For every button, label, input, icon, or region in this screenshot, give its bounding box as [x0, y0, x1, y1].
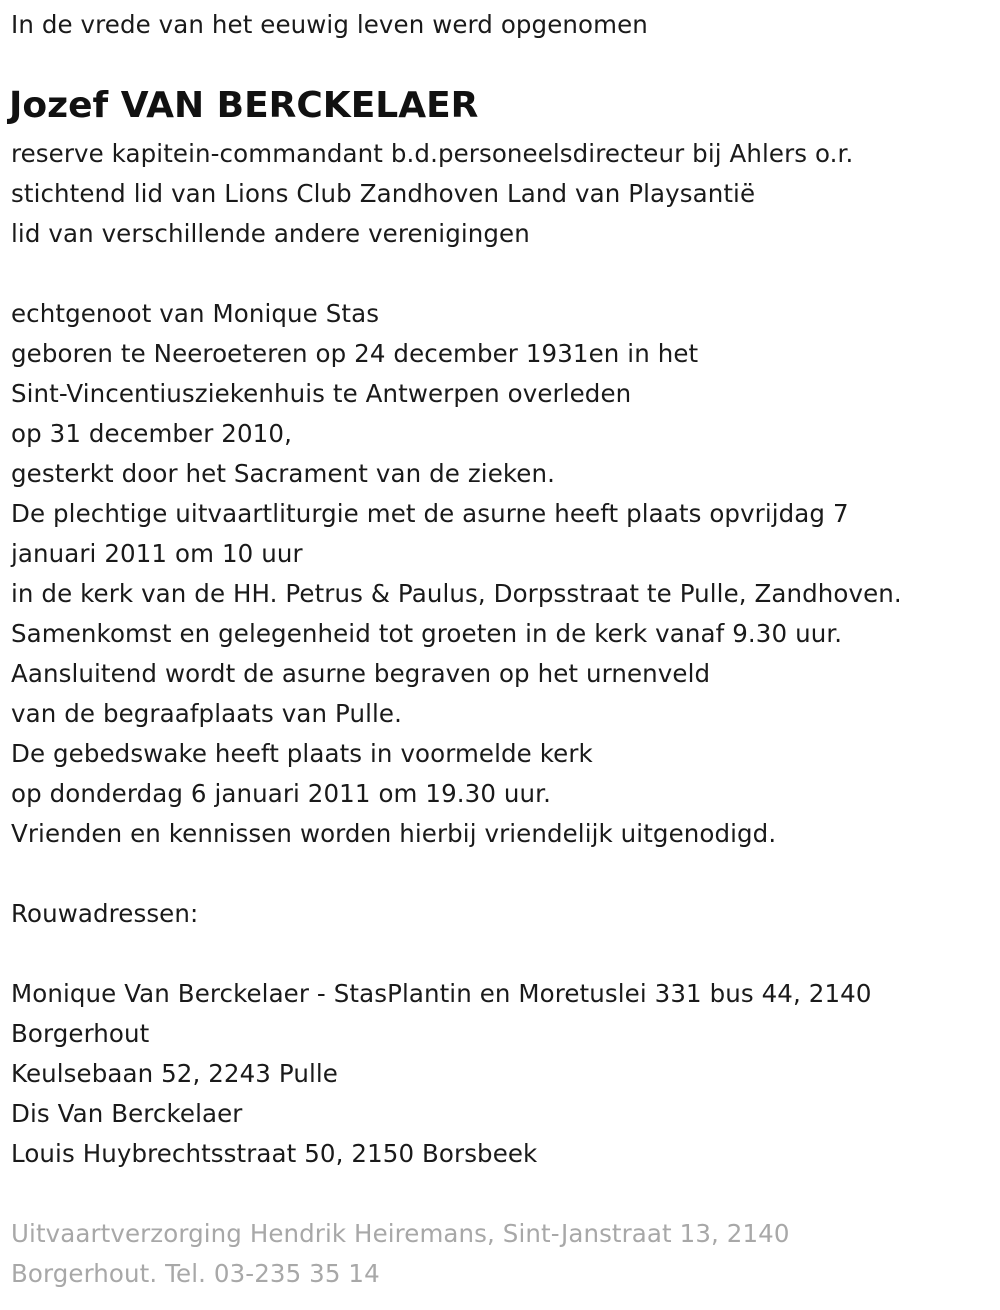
body-line: januari 2011 om 10 uur [11, 539, 303, 568]
body-line: op donderdag 6 januari 2011 om 19.30 uur. [11, 779, 551, 808]
addresses-heading-block [11, 894, 198, 934]
title-line: reserve kapitein-commandant b.d.personeelsdirecteur bij Ahlers o.r. [11, 139, 854, 168]
body-block [11, 294, 902, 854]
address-line: Keulsebaan 52, 2243 Pulle [11, 1059, 338, 1088]
address-line: Louis Huybrechtsstraat 50, 2150 Borsbeek [11, 1139, 538, 1168]
deceased-name: Jozef VAN BERCKELAER [9, 85, 479, 126]
addresses-block [11, 974, 872, 1174]
body-line: in de kerk van de HH. Petrus & Paulus, Dorpsstraat te Pulle, Zandhoven. [11, 579, 902, 608]
body-line: geboren te Neeroeteren op 24 december 1931en in het [11, 339, 699, 368]
funeral-director-footer [11, 1214, 790, 1294]
address-line: Borgerhout [11, 1019, 150, 1048]
body-line: Vrienden en kennissen worden hierbij vriendelijk uitgenodigd. [11, 819, 777, 848]
body-line: Aansluitend wordt de asurne begraven op het urnenveld [11, 659, 711, 688]
intro-text: In de vrede van het eeuwig leven werd opgenomen [11, 10, 648, 39]
footer-line: Borgerhout. Tel. 03-235 35 14 [11, 1259, 380, 1288]
address-line: Dis Van Berckelaer [11, 1099, 243, 1128]
body-line: Samenkomst en gelegenheid tot groeten in de kerk vanaf 9.30 uur. [11, 619, 843, 648]
body-line: van de begraafplaats van Pulle. [11, 699, 402, 728]
body-line: De gebedswake heeft plaats in voormelde kerk [11, 739, 593, 768]
body-line: gesterkt door het Sacrament van de zieken. [11, 459, 555, 488]
body-line: Sint-Vincentiusziekenhuis te Antwerpen overleden [11, 379, 632, 408]
body-line: echtgenoot van Monique Stas [11, 299, 380, 328]
body-line: De plechtige uitvaartliturgie met de asurne heeft plaats opvrijdag 7 [11, 499, 849, 528]
body-line: op 31 december 2010, [11, 419, 292, 448]
title-line: lid van verschillende andere verenigingen [11, 219, 530, 248]
addresses-heading: Rouwadressen: [11, 899, 199, 928]
footer-line: Uitvaartverzorging Hendrik Heiremans, Sint-Janstraat 13, 2140 [11, 1219, 790, 1248]
address-line: Monique Van Berckelaer - StasPlantin en Moretuslei 331 bus 44, 2140 [11, 979, 872, 1008]
titles-block [11, 134, 853, 254]
title-line: stichtend lid van Lions Club Zandhoven Land van Playsantië [11, 179, 756, 208]
